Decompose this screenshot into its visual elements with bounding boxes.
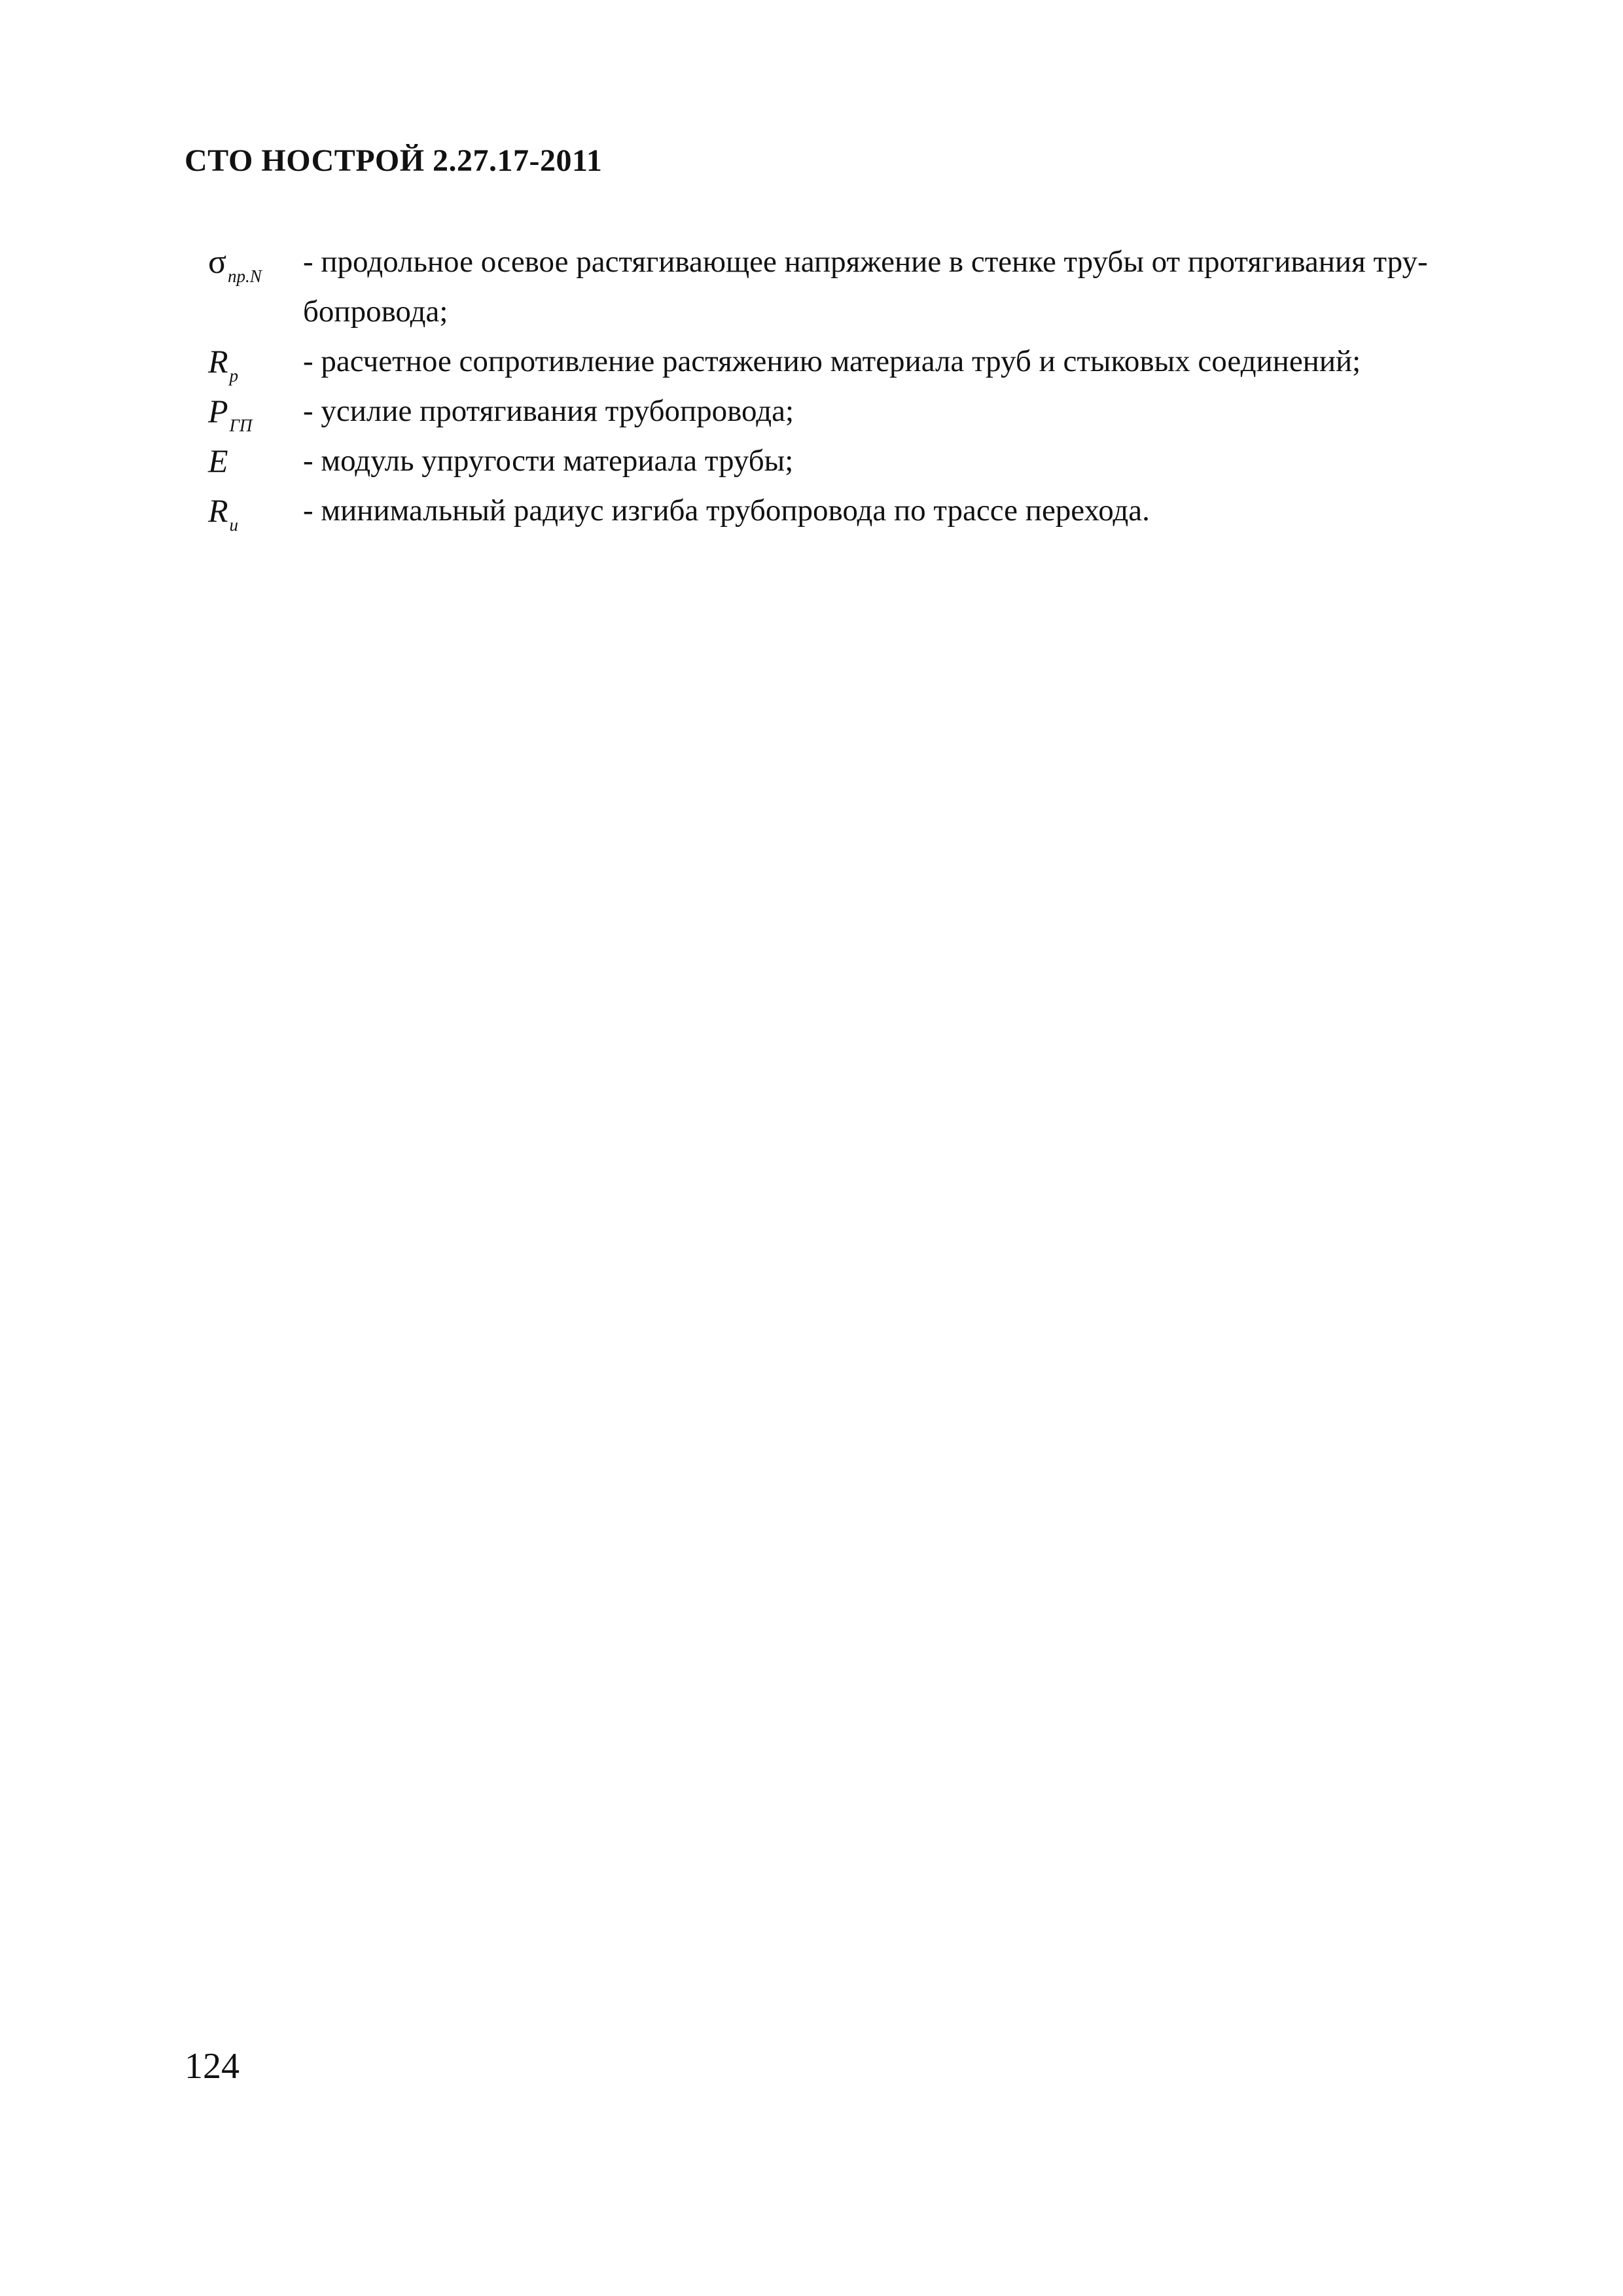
- definition-symbol: [208, 436, 303, 486]
- symbol-subscript: р: [229, 366, 239, 386]
- definition-symbol: [208, 486, 303, 535]
- page-header-standard-code: СТО НОСТРОЙ 2.27.17-2011: [185, 143, 603, 178]
- definition-symbol: [208, 386, 303, 436]
- symbol-subscript: пр.N: [228, 266, 262, 286]
- symbol-main: R: [208, 492, 228, 529]
- symbol-main: σ: [208, 243, 227, 281]
- symbol-definitions-list: [208, 237, 1478, 535]
- definition-description: [303, 336, 1478, 386]
- definition-item-sigma: [208, 237, 1478, 336]
- definition-description: [303, 237, 1478, 336]
- page-number: 124: [185, 2046, 240, 2087]
- symbol-subscript: и: [229, 515, 239, 535]
- definition-item-ri: [208, 486, 1478, 535]
- definition-item-rp: [208, 336, 1478, 386]
- definition-symbol: [208, 237, 303, 287]
- definition-item-e: [208, 436, 1478, 486]
- definition-text-line: - продольное осевое растягивающее напряжение в стенке трубы от протягивания тру-: [303, 245, 1428, 279]
- symbol-subscript: ГП: [229, 416, 253, 435]
- definition-text-line: - минимальный радиус изгиба трубопровода по трассе перехода.: [303, 493, 1150, 528]
- definition-description: [303, 436, 1478, 486]
- definition-description: [303, 386, 1478, 436]
- definition-text-line: - расчетное сопротивление растяжению материала труб и стыковых соединений;: [303, 344, 1361, 378]
- definition-description: [303, 486, 1478, 535]
- symbol-main: P: [208, 393, 228, 429]
- definition-item-pgp: [208, 386, 1478, 436]
- symbol-main: E: [208, 442, 228, 479]
- definition-text-line: бопровода;: [303, 295, 448, 329]
- definition-symbol: [208, 336, 303, 386]
- symbol-main: R: [208, 343, 228, 380]
- definition-text-line: - усилие протягивания трубопровода;: [303, 394, 794, 428]
- definition-text-line: - модуль упругости материала трубы;: [303, 444, 794, 478]
